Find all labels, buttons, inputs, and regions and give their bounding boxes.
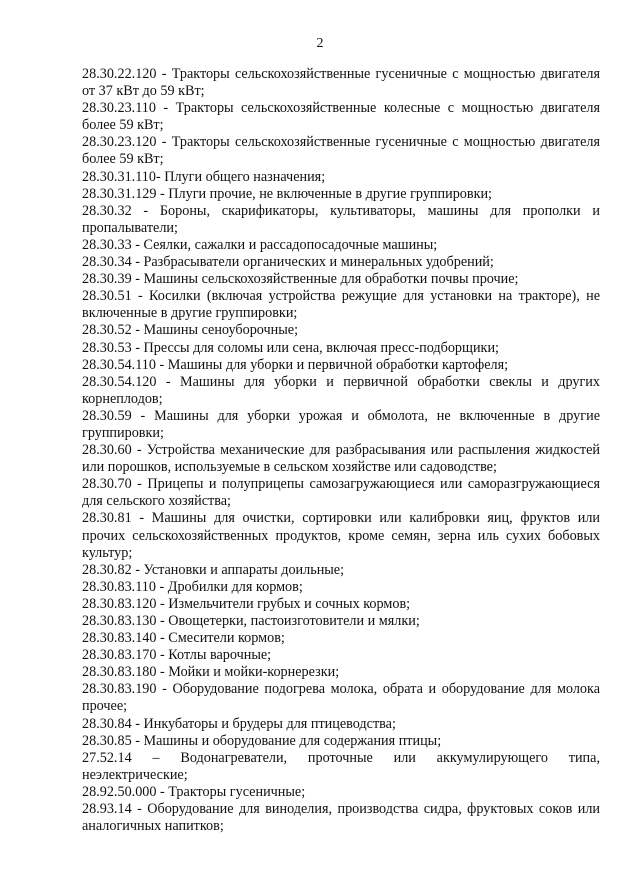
list-item: 28.30.54.120 - Машины для уборки и первичной обработки свеклы и других корнеплодов; xyxy=(82,373,600,407)
list-item: 28.30.60 - Устройства механические для разбрасывания или распыления жидкостей или порошков, используемые в сельском хозяйстве или садоводстве; xyxy=(82,442,600,476)
list-item: 28.30.34 - Разбрасыватели органических и минеральных удобрений; xyxy=(82,254,494,271)
list-item: 28.30.22.120 - Тракторы сельскохозяйственные гусеничные с мощностью двигателя от 37 кВт до 59 кВт; xyxy=(82,66,600,100)
list-item: 28.92.50.000 - Тракторы гусеничные; xyxy=(82,783,306,800)
list-item: 28.30.70 - Прицепы и полуприцепы самозагружающиеся или саморазгружающиеся для сельского хозяйства; xyxy=(82,476,600,510)
list-item: 28.30.23.110 - Тракторы сельскохозяйственные колесные с мощностью двигателя более 59 кВт; xyxy=(82,100,600,134)
list-item: 28.93.14 - Оборудование для виноделия, производства сидра, фруктовых соков или аналогичных напитков; xyxy=(82,801,600,835)
list-item: 28.30.32 - Бороны, скарификаторы, культиваторы, машины для прополки и пропалыватели; xyxy=(82,202,600,236)
list-item: 28.30.33 - Сеялки, сажалки и рассадопосадочные машины; xyxy=(82,236,438,253)
list-item: 28.30.81 - Машины для очистки, сортировки или калибровки яиц, фруктов или прочих сельскохозяйственных продуктов, кроме семян, зерна иль сухих бобовых культур; xyxy=(82,510,600,561)
list-item: 28.30.83.140 - Смесители кормов; xyxy=(82,630,285,647)
list-item: 28.30.53 - Прессы для соломы или сена, включая пресс-подборщики; xyxy=(82,339,499,356)
list-item: 28.30.83.190 - Оборудование подогрева молока, обрата и оборудование для молока прочее; xyxy=(82,681,600,715)
list-item: 28.30.39 - Машины сельскохозяйственные для обработки почвы прочие; xyxy=(82,271,519,288)
list-item: 28.30.59 - Машины для уборки урожая и обмолота, не включенные в другие группировки; xyxy=(82,407,600,441)
list-item: 28.30.31.110- Плуги общего назначения; xyxy=(82,168,326,185)
list-item: 28.30.51 - Косилки (включая устройства режущие для установки на тракторе), не включенные в другие группировки; xyxy=(82,288,600,322)
list-item: 28.30.84 - Инкубаторы и брудеры для птицеводства; xyxy=(82,715,396,732)
list-item: 28.30.23.120 - Тракторы сельскохозяйственные гусеничные с мощностью двигателя более 59 кВт; xyxy=(82,134,600,168)
list-item: 28.30.85 - Машины и оборудование для содержания птицы; xyxy=(82,732,442,749)
list-item: 28.30.83.110 - Дробилки для кормов; xyxy=(82,578,303,595)
list-item: 28.30.83.180 - Мойки и мойки-корнерезки; xyxy=(82,664,340,681)
list-item: 28.30.31.129 - Плуги прочие, не включенные в другие группировки; xyxy=(82,185,493,202)
list-item: 28.30.82 - Установки и аппараты доильные; xyxy=(82,561,345,578)
page-number: 2 xyxy=(316,36,324,51)
list-item: 28.30.52 - Машины сеноуборочные; xyxy=(82,322,299,339)
list-item: 28.30.54.110 - Машины для уборки и первичной обработки картофеля; xyxy=(82,356,509,373)
classifier-list xyxy=(82,66,600,835)
list-item: 28.30.83.170 - Котлы варочные; xyxy=(82,647,272,664)
list-item: 28.30.83.120 - Измельчители грубых и сочных кормов; xyxy=(82,595,411,612)
list-item: 27.52.14 – Водонагреватели, проточные или аккумулирующего типа, неэлектрические; xyxy=(82,749,600,783)
list-item: 28.30.83.130 - Овощетерки, пастоизготовители и мялки; xyxy=(82,613,420,629)
